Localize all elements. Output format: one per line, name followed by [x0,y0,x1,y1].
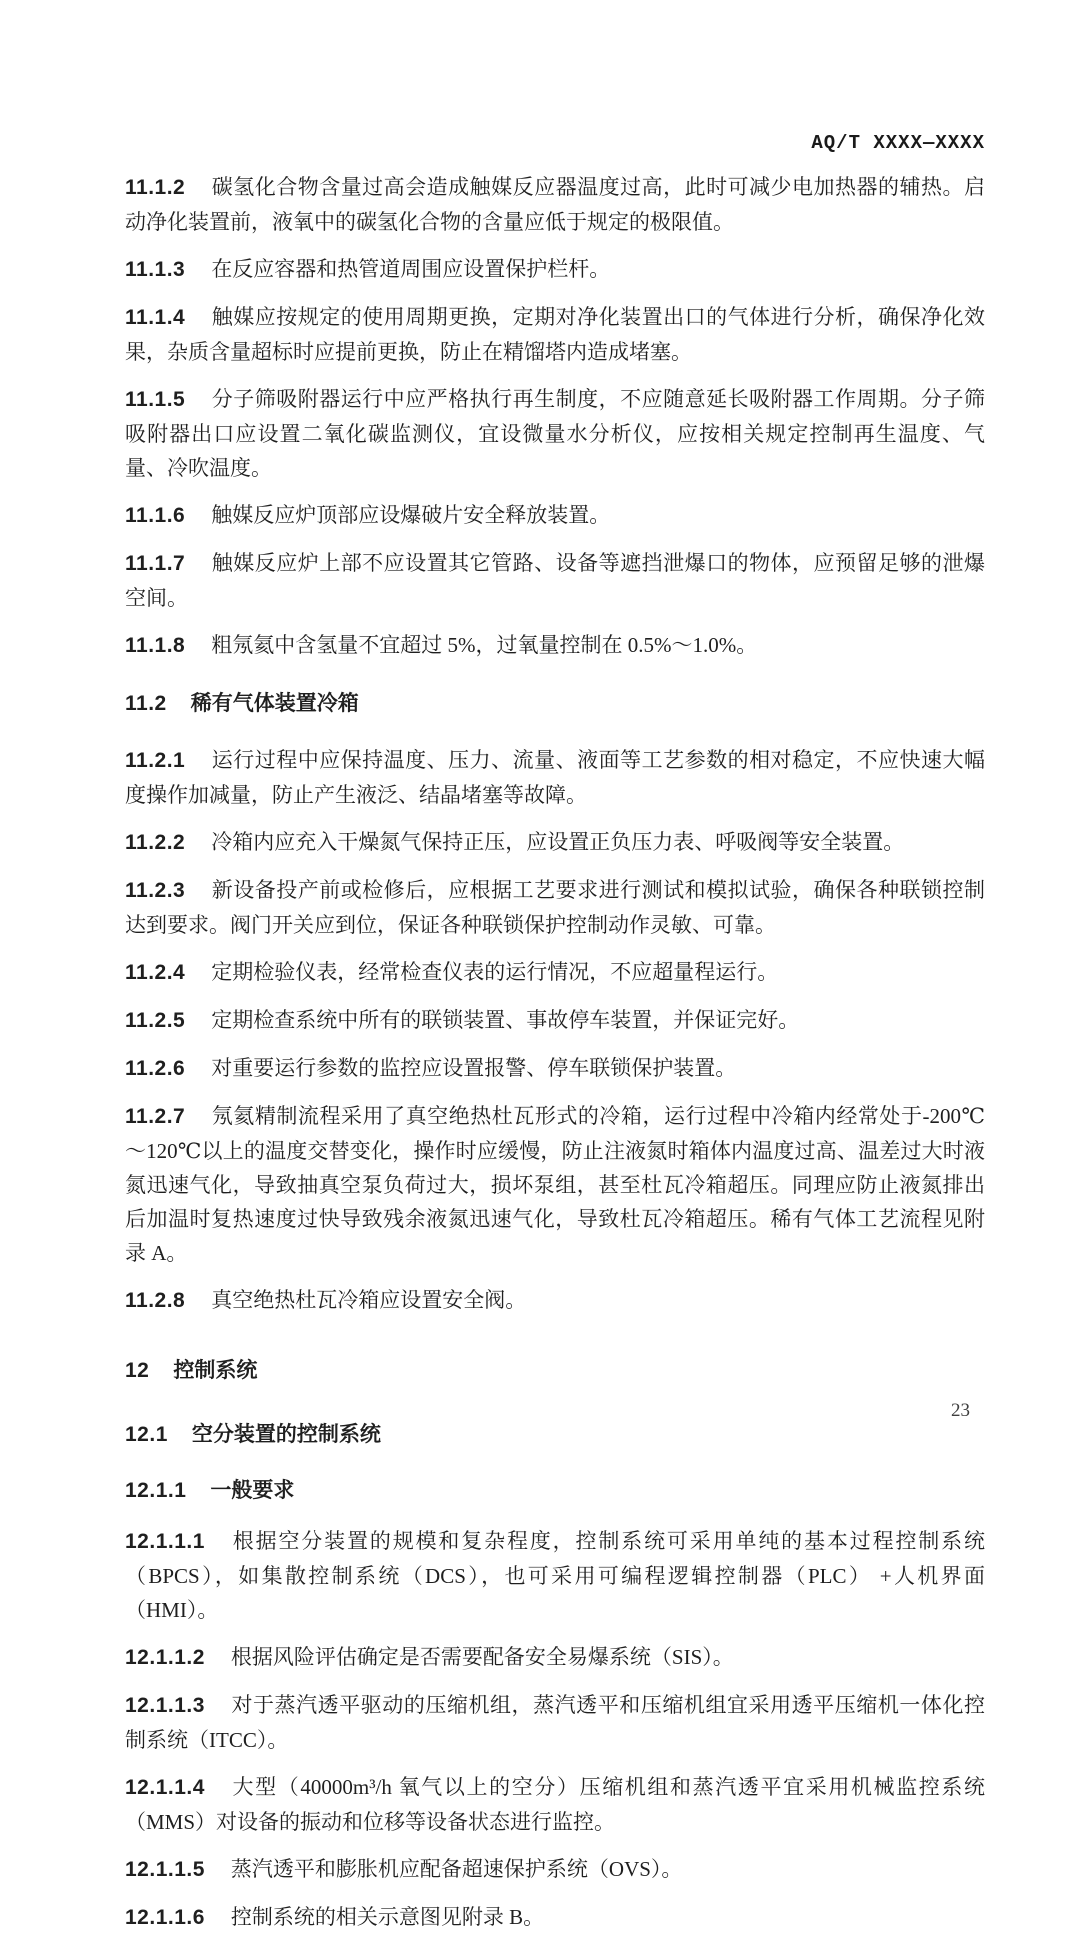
clause-paragraph [125,1640,985,1675]
clause-number: 11.1.8 [125,634,186,657]
clause-paragraph [125,1003,985,1038]
clause-text: 粗氖氦中含氢量不宜超过 5%，过氧量控制在 0.5%～1.0%。 [211,633,758,657]
clause-number: 11.1.7 [125,552,186,575]
clause-text: 根据空分装置的规模和复杂程度，控制系统可采用单纯的基本过程控制系统（BPCS），如集散控制系统（DCS），也可采用可编程逻辑控制器（PLC） +人机界面（HMI）。 [125,1529,985,1622]
clause-paragraph [125,628,985,663]
clause-text: 控制系统 [173,1359,258,1382]
clause-number: 11.2.4 [125,961,186,984]
clause-number: 12.1.1.5 [125,1858,205,1881]
clause-text: 新设备投产前或检修后，应根据工艺要求进行测试和模拟试验，确保各种联锁控制达到要求。阀门开关应到位，保证各种联锁保护控制动作灵敏、可靠。 [125,878,985,937]
clause-number: 11.1.4 [125,306,186,329]
clause-number: 11.2.6 [125,1057,186,1080]
section-heading [125,1418,985,1452]
clause-number: 12.1.1 [125,1479,187,1502]
clause-text: 分子筛吸附器运行中应严格执行再生制度，不应随意延长吸附器工作周期。分子筛吸附器出口应设置二氧化碳监测仪，宜设微量水分析仪，应按相关规定控制再生温度、气量、冷吹温度。 [125,387,985,480]
section-heading [125,687,985,721]
clause-text: 根据风险评估确定是否需要配备安全易爆系统（SIS）。 [230,1645,734,1669]
clause-text: 氖氦精制流程采用了真空绝热杜瓦形式的冷箱，运行过程中冷箱内经常处于-200℃～120℃以上的温度交替变化，操作时应缓慢，防止注液氮时箱体内温度过高、温差过大时液氮迅速气化，导致抽真空泵负荷过大，损坏泵组，甚至杜瓦冷箱超压。同理应防止液氮排出后加温时复热速度过快导致残余液氮迅速气化，导致杜瓦冷箱超压。稀有气体工艺流程见附录 A。 [125,1104,985,1265]
clause-paragraph [125,170,985,239]
clause-paragraph [125,382,985,485]
clause-text: 对重要运行参数的监控应设置报警、停车联锁保护装置。 [211,1056,737,1080]
clause-text: 定期检验仪表，经常检查仪表的运行情况，不应超量程运行。 [211,960,779,984]
clause-number: 12.1.1.3 [125,1694,205,1717]
clause-paragraph [125,1283,985,1318]
document-body [125,170,985,1948]
clause-paragraph [125,743,985,812]
clause-paragraph [125,825,985,860]
clause-text: 在反应容器和热管道周围应设置保护栏杆。 [211,257,611,281]
clause-text: 冷箱内应充入干燥氮气保持正压，应设置正负压力表、呼吸阀等安全装置。 [211,830,905,854]
clause-text: 一般要求 [210,1479,295,1502]
clause-number: 11.2.3 [125,879,186,902]
clause-number: 11.2.7 [125,1105,186,1128]
clause-paragraph [125,1770,985,1839]
clause-text: 控制系统的相关示意图见附录 B。 [230,1905,545,1929]
clause-paragraph [125,300,985,369]
clause-paragraph [125,955,985,990]
clause-text: 蒸汽透平和膨胀机应配备超速保护系统（OVS）。 [230,1857,683,1881]
clause-text: 触媒应按规定的使用周期更换，定期对净化装置出口的气体进行分析，确保净化效果，杂质含量超标时应提前更换，防止在精馏塔内造成堵塞。 [125,305,985,364]
clause-paragraph [125,498,985,533]
clause-paragraph [125,1852,985,1887]
section-heading [125,1474,985,1508]
clause-number: 11.2.2 [125,831,186,854]
clause-number: 12.1.1.6 [125,1906,205,1929]
clause-number: 11.2.1 [125,749,186,772]
clause-paragraph [125,1051,985,1086]
clause-number: 12.1.1.4 [125,1776,205,1799]
page-number: 23 [951,1400,970,1421]
clause-paragraph [125,1900,985,1935]
clause-number: 11.2.8 [125,1289,186,1312]
clause-text: 运行过程中应保持温度、压力、流量、液面等工艺参数的相对稳定，不应快速大幅度操作加减量，防止产生液泛、结晶堵塞等故障。 [125,748,985,807]
clause-number: 11.2.5 [125,1009,186,1032]
section-heading [125,1354,985,1388]
clause-text: 真空绝热杜瓦冷箱应设置安全阀。 [211,1288,527,1312]
clause-paragraph [125,873,985,942]
clause-text: 稀有气体装置冷箱 [190,692,359,715]
clause-text: 大型（40000m³/h 氧气以上的空分）压缩机组和蒸汽透平宜采用机械监控系统（MMS）对设备的振动和位移等设备状态进行监控。 [125,1775,985,1834]
clause-text: 触媒反应炉上部不应设置其它管路、设备等遮挡泄爆口的物体，应预留足够的泄爆空间。 [125,551,985,610]
clause-paragraph [125,1688,985,1757]
clause-number: 11.1.6 [125,504,186,527]
clause-number: 12.1.1.1 [125,1530,205,1553]
clause-number: 11.1.3 [125,258,186,281]
clause-text: 定期检查系统中所有的联锁装置、事故停车装置，并保证完好。 [211,1008,800,1032]
clause-number: 12 [125,1359,150,1382]
clause-number: 11.1.2 [125,176,186,199]
clause-number: 11.1.5 [125,388,186,411]
clause-text: 对于蒸汽透平驱动的压缩机组，蒸汽透平和压缩机组宜采用透平压缩机一体化控制系统（ITCC）。 [125,1693,985,1752]
standard-number-header: AQ/T XXXX—XXXX [811,132,985,154]
clause-paragraph [125,252,985,287]
clause-number: 12.1 [125,1423,168,1446]
clause-text: 触媒反应炉顶部应设爆破片安全释放装置。 [211,503,611,527]
clause-paragraph [125,1524,985,1627]
clause-number: 12.1.1.2 [125,1646,205,1669]
clause-text: 空分装置的控制系统 [191,1423,381,1446]
clause-paragraph [125,1099,985,1270]
clause-text: 碳氢化合物含量过高会造成触媒反应器温度过高，此时可减少电加热器的辅热。启动净化装置前，液氧中的碳氢化合物的含量应低于规定的极限值。 [125,175,985,234]
clause-paragraph [125,546,985,615]
clause-number: 11.2 [125,692,167,715]
